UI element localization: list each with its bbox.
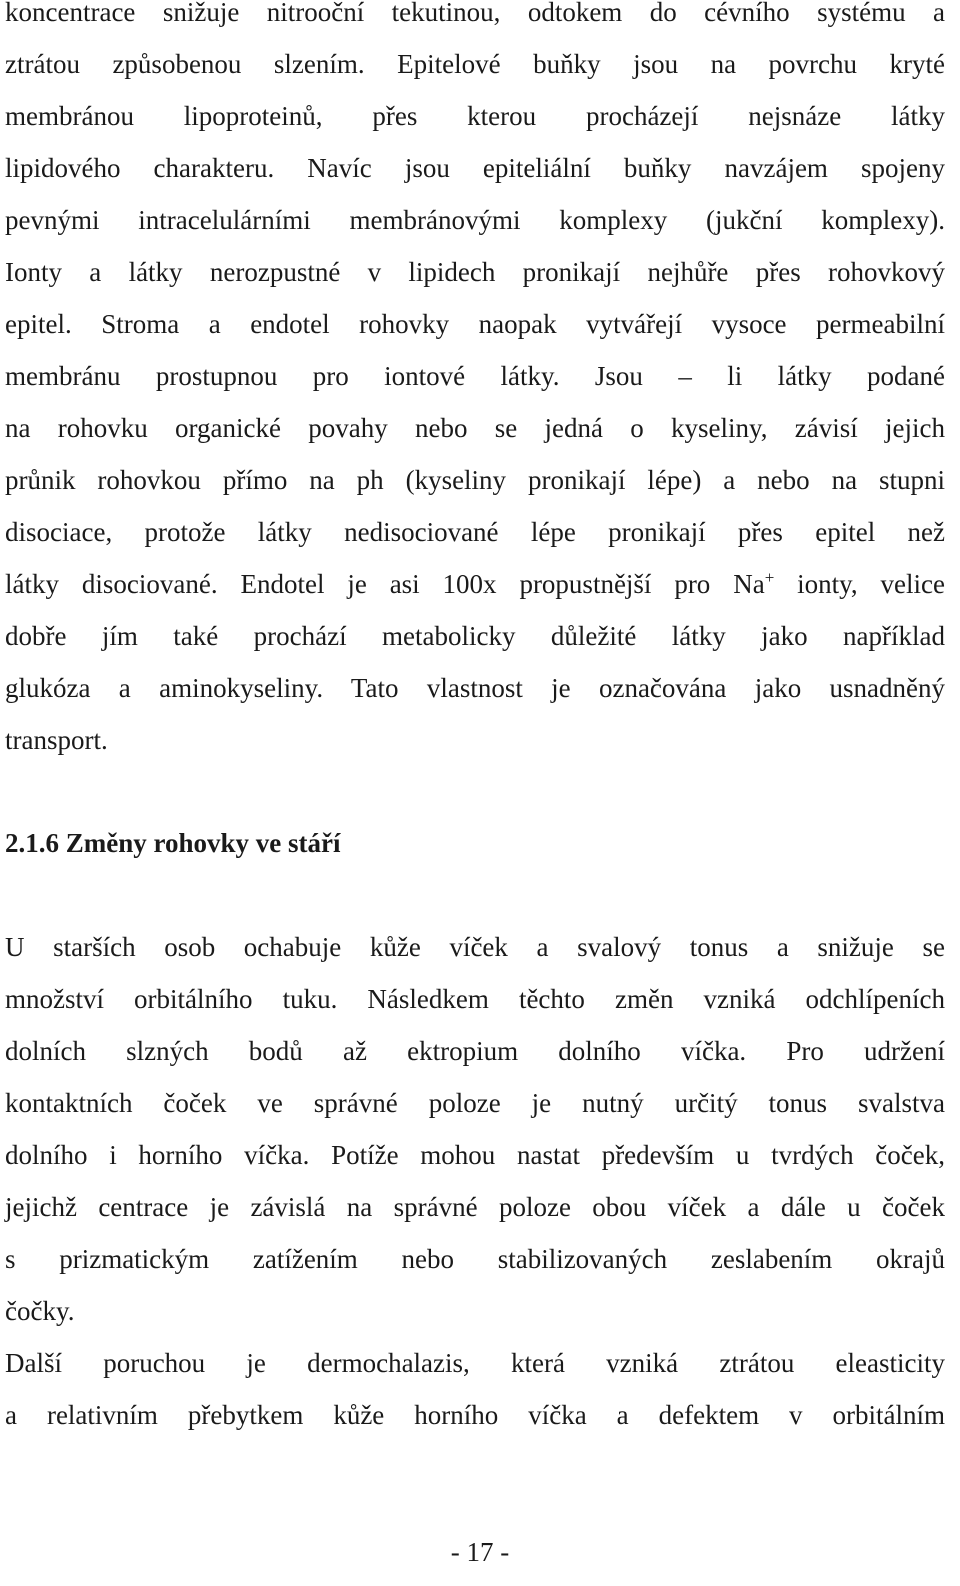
paragraph-line: U starších osob ochabuje kůže víček a svalový tonus a snižuje se — [5, 932, 945, 962]
paragraph-line: membránu prostupnou pro iontové látky. Jsou – li látky podané — [5, 361, 945, 391]
paragraph-line: glukóza a aminokyseliny. Tato vlastnost je označována jako usnadněný — [5, 673, 945, 703]
paragraph-line: s prizmatickým zatížením nebo stabilizovaných zeslabením okrajů — [5, 1244, 945, 1274]
paragraph-line: čočky. — [5, 1296, 75, 1326]
superscript-plus: + — [764, 568, 775, 587]
paragraph-line: Další poruchou je dermochalazis, která vzniká ztrátou eleasticity — [5, 1348, 945, 1378]
paragraph-line — [5, 567, 945, 601]
paragraph-line: dolních slzných bodů až ektropium dolního víčka. Pro udržení — [5, 1036, 945, 1066]
paragraph-line: lipidového charakteru. Navíc jsou epiteliální buňky navzájem spojeny — [5, 153, 945, 183]
paragraph-line: na rohovku organické povahy nebo se jedná o kyseliny, závisí jejich — [5, 413, 945, 443]
section-heading: 2.1.6 Změny rohovky ve stáří — [5, 828, 341, 858]
paragraph-line: transport. — [5, 725, 108, 755]
line-text: ionty, velice — [774, 569, 945, 599]
paragraph-line: množství orbitálního tuku. Následkem těchto změn vzniká odchlípeních — [5, 984, 945, 1014]
paragraph-line: kontaktních čoček ve správné poloze je nutný určitý tonus svalstva — [5, 1088, 945, 1118]
paragraph-line: membránou lipoproteinů, přes kterou procházejí nejsnáze látky — [5, 101, 945, 131]
paragraph-line: jejichž centrace je závislá na správné poloze obou víček a dále u čoček — [5, 1192, 945, 1222]
paragraph-line: epitel. Stroma a endotel rohovky naopak vytvářejí vysoce permeabilní — [5, 309, 945, 339]
line-text: látky disociované. Endotel je asi 100x propustnější pro Na — [5, 569, 765, 599]
paragraph-line: koncentrace snižuje nitrooční tekutinou, odtokem do cévního systému a — [5, 0, 945, 27]
paragraph-line: dobře jím také prochází metabolicky důležité látky jako například — [5, 621, 945, 651]
paragraph-line: disociace, protože látky nedisociované lépe pronikají přes epitel než — [5, 517, 945, 547]
paragraph-line: ztrátou způsobenou slzením. Epitelové buňky jsou na povrchu kryté — [5, 49, 945, 79]
paragraph-line: Ionty a látky nerozpustné v lipidech pronikají nejhůře přes rohovkový — [5, 257, 945, 287]
paragraph-line: pevnými intracelulárními membránovými komplexy (jukční komplexy). — [5, 205, 945, 235]
page-number: - 17 - — [450, 1537, 510, 1567]
paragraph-line: dolního i horního víčka. Potíže mohou nastat především u tvrdých čoček, — [5, 1140, 945, 1170]
paragraph-line: a relativním přebytkem kůže horního víčka a defektem v orbitálním — [5, 1400, 945, 1430]
paragraph-line: průnik rohovkou přímo na ph (kyseliny pronikají lépe) a nebo na stupni — [5, 465, 945, 495]
